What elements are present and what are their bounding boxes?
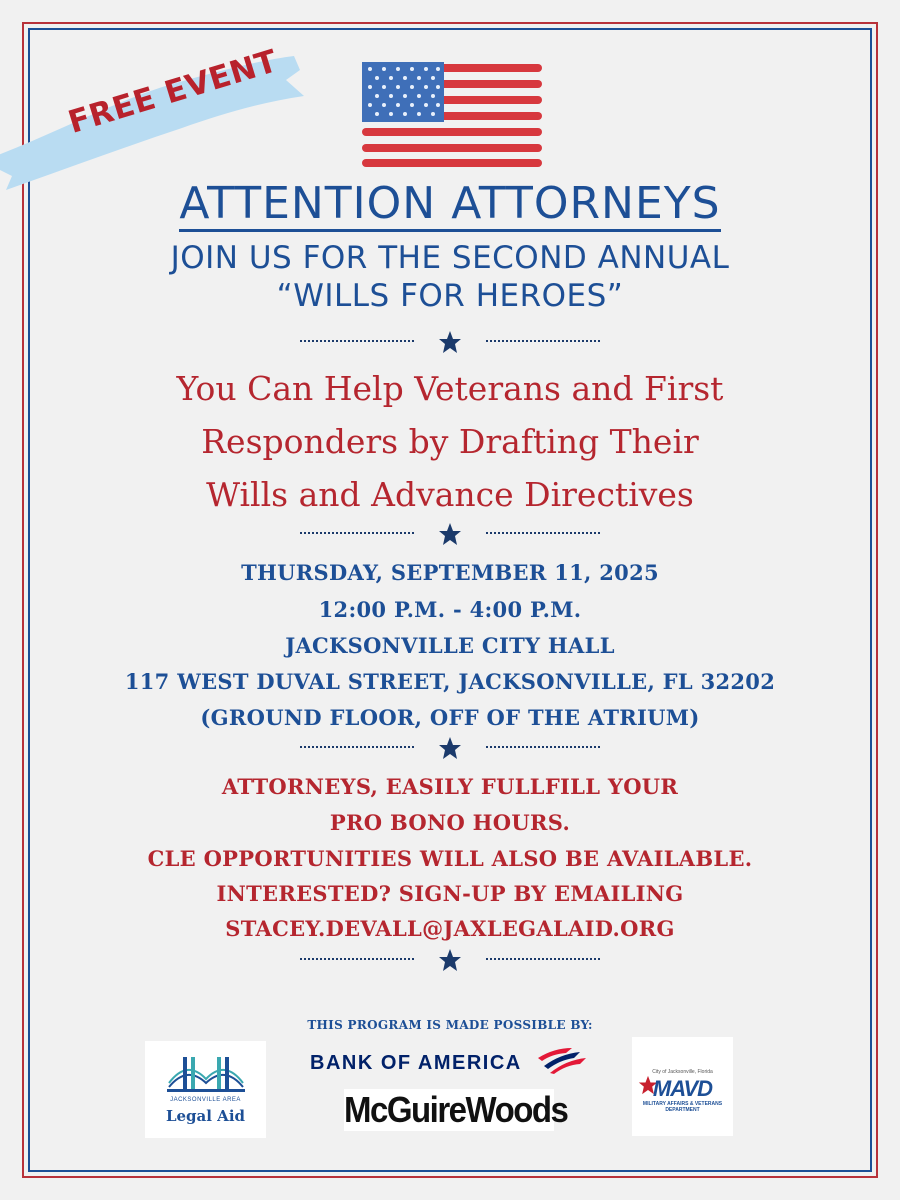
star-divider — [300, 522, 600, 546]
event-date: THURSDAY, SEPTEMBER 11, 2025 — [241, 560, 659, 585]
event-address: 117 WEST DUVAL STREET, JACKSONVILLE, FL 32202 — [124, 669, 776, 694]
star-divider — [300, 330, 600, 354]
jala-tagline: JACKSONVILLE AREA — [170, 1097, 241, 1103]
mavd-logo — [632, 1037, 733, 1136]
help-line-3: Wills and Advance Directives — [206, 475, 694, 514]
american-flag-icon — [362, 62, 542, 168]
event-name: “WILLS FOR HEROES” — [276, 278, 624, 314]
star-icon — [438, 736, 462, 760]
star-icon — [438, 948, 462, 972]
attorneys-line-2: PRO BONO HOURS. — [329, 810, 571, 835]
page-title: ATTENTION ATTORNEYS — [0, 178, 900, 229]
event-location-note: (GROUND FLOOR, OFF OF THE ATRIUM) — [200, 705, 700, 730]
star-icon — [438, 330, 462, 354]
jacksonville-legal-aid-logo — [145, 1041, 266, 1138]
mavd-department: MILITARY AFFAIRS & VETERANS DEPARTMENT — [642, 1101, 723, 1113]
attorneys-line-4: INTERESTED? SIGN-UP BY EMAILING — [216, 881, 684, 906]
mavd-wordmark: MAVD — [652, 1076, 713, 1101]
free-event-label: FREE EVENT — [64, 43, 282, 141]
star-divider — [300, 948, 600, 972]
attorneys-line-3: CLE OPPORTUNITIES WILL ALSO BE AVAILABLE. — [147, 846, 753, 871]
help-line-1: You Can Help Veterans and First — [176, 369, 724, 408]
jala-name: Legal Aid — [165, 1107, 246, 1125]
subtitle-line-1: JOIN US FOR THE SECOND ANNUAL — [170, 240, 730, 276]
event-venue: JACKSONVILLE CITY HALL — [285, 633, 615, 658]
mavd-city: City of Jacksonville, Florida — [652, 1069, 713, 1075]
event-time: 12:00 P.M. - 4:00 P.M. — [318, 597, 582, 622]
mcguirewoods-logo — [344, 1089, 568, 1131]
bank-of-america-logo: BANK OF AMERICA — [310, 1052, 522, 1074]
signup-email[interactable]: STACEY.DEVALL@JAXLEGALAID.ORG — [225, 916, 675, 941]
star-divider — [300, 736, 600, 760]
mcguirewoods-name: McGuireWoods — [344, 1089, 568, 1130]
sponsors-heading: THIS PROGRAM IS MADE POSSIBLE BY: — [307, 1018, 593, 1032]
bridge-logo-icon — [167, 1049, 245, 1095]
attorneys-line-1: ATTORNEYS, EASILY FULLFILL YOUR — [221, 774, 679, 799]
star-icon — [438, 522, 462, 546]
bank-flag-icon — [536, 1046, 588, 1074]
help-line-2: Responders by Drafting Their — [201, 422, 699, 461]
